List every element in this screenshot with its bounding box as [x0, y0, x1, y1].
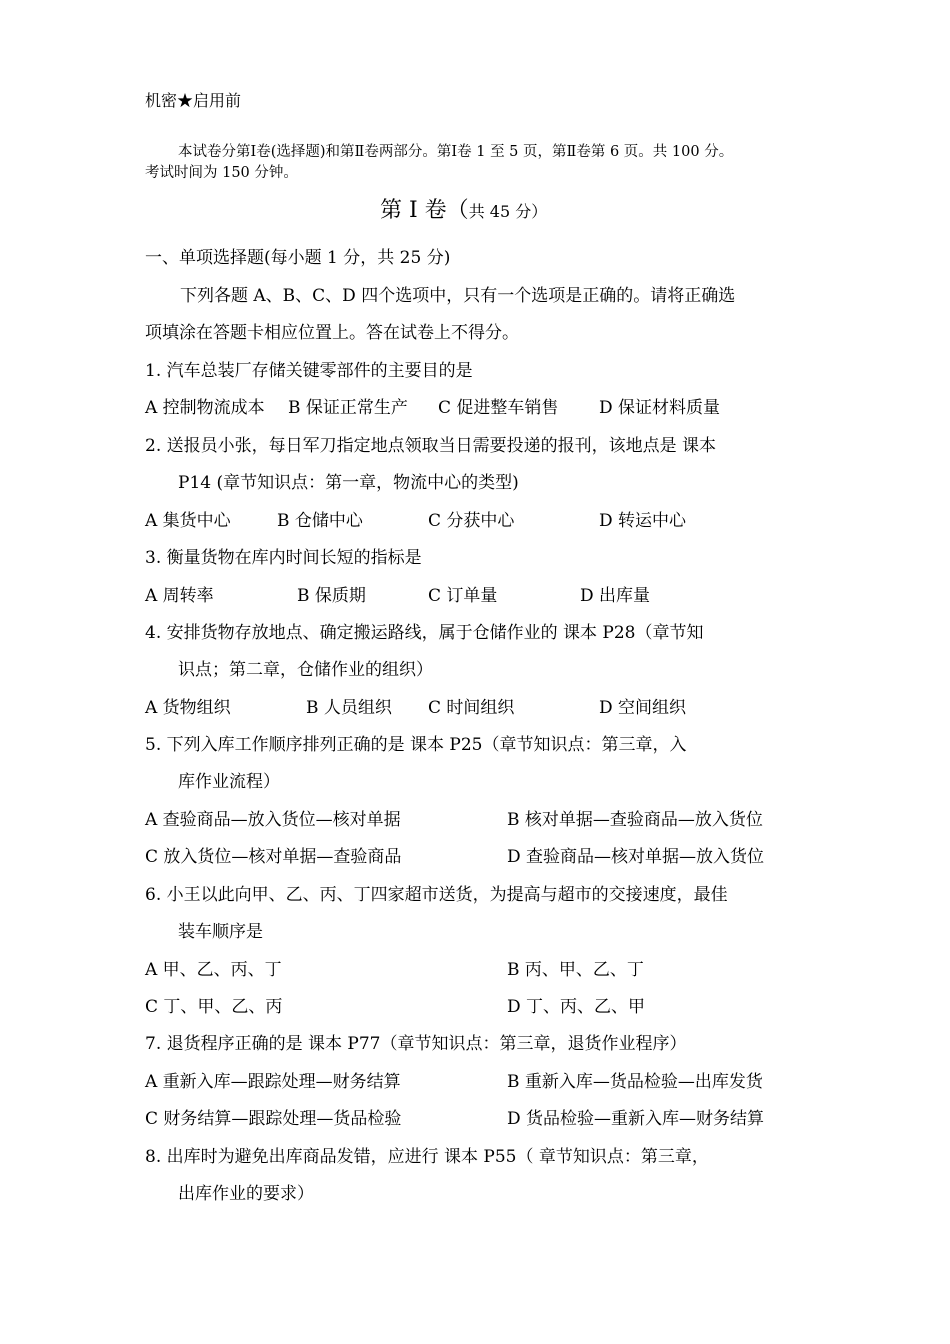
option-d: D 保证材料质量: [599, 398, 721, 418]
option-c: C 放入货位—核对单据—查验商品: [145, 847, 402, 867]
part-title-main: 第 I 卷（: [380, 198, 469, 223]
option-c: C 分获中心: [428, 511, 515, 531]
option-b: B 丙、甲、乙、丁: [507, 960, 644, 980]
option-d: D 空间组织: [599, 698, 687, 718]
question-stem-cont: 库作业流程）: [178, 772, 280, 792]
option-b: B 核对单据—查验商品—放入货位: [507, 810, 763, 830]
question-stem: 5. 下列入库工作顺序排列正确的是 课本 P25（章节知识点：第三章，入: [145, 735, 687, 755]
question-stem-cont: 出库作业的要求）: [178, 1184, 314, 1204]
option-c: C 财务结算—跟踪处理—货品检验: [145, 1109, 402, 1129]
option-b: B 保质期: [297, 586, 366, 606]
question-stem: 3. 衡量货物在库内时间长短的指标是: [145, 548, 422, 568]
option-b: B 人员组织: [306, 698, 392, 718]
question-stem: 6. 小王以此向甲、乙、丙、丁四家超市送货，为提高与超市的交接速度，最佳: [145, 885, 728, 905]
option-a: A 周转率: [145, 586, 214, 606]
option-c: C 促进整车销售: [438, 398, 559, 418]
option-d: D 货品检验—重新入库—财务结算: [507, 1109, 765, 1129]
option-d: D 丁、丙、乙、甲: [507, 997, 646, 1017]
option-c: C 订单量: [428, 586, 498, 606]
question-stem: 8. 出库时为避免出库商品发错，应进行 课本 P55（ 章节知识点：第三章，: [145, 1147, 709, 1167]
instruction-line-2: 项填涂在答题卡相应位置上。答在试卷上不得分。: [145, 323, 519, 343]
part-title: [380, 193, 547, 224]
option-d: D 查验商品—核对单据—放入货位: [507, 847, 765, 867]
question-stem: 7. 退货程序正确的是 课本 P77（章节知识点：第三章，退货作业程序）: [145, 1034, 687, 1054]
option-b: B 仓储中心: [277, 511, 363, 531]
option-c: C 时间组织: [428, 698, 515, 718]
section-heading: 一、单项选择题(每小题 1 分，共 25 分): [145, 248, 451, 268]
option-a: A 控制物流成本: [145, 398, 265, 418]
option-d: D 转运中心: [599, 511, 687, 531]
question-stem-cont: 识点；第二章，仓储作业的组织）: [178, 660, 433, 680]
option-a: A 查验商品—放入货位—核对单据: [145, 810, 401, 830]
instruction-line-1: 下列各题 A、B、C、D 四个选项中，只有一个选项是正确的。请将正确选: [180, 286, 736, 306]
question-stem: 4. 安排货物存放地点、确定搬运路线，属于仓储作业的 课本 P28（章节知: [145, 623, 704, 643]
option-b: B 保证正常生产: [288, 398, 408, 418]
question-stem: 1. 汽车总装厂存储关键零部件的主要目的是: [145, 361, 473, 381]
question-stem: 2. 送报员小张，每日军刀指定地点领取当日需要投递的报刊，该地点是 课本: [145, 436, 717, 456]
part-title-score: 共 45 分）: [468, 202, 548, 221]
intro-line-2: 考试时间为 150 分钟。: [145, 165, 298, 181]
option-d: D 出库量: [580, 586, 651, 606]
question-stem-cont: 装车顺序是: [178, 922, 263, 942]
confidential-mark: 机密★启用前: [145, 91, 242, 110]
option-b: B 重新入库—货品检验—出库发货: [507, 1072, 763, 1092]
option-c: C 丁、甲、乙、丙: [145, 997, 283, 1017]
question-stem-cont: P14 (章节知识点：第一章，物流中心的类型): [178, 473, 519, 493]
option-a: A 重新入库—跟踪处理—财务结算: [145, 1072, 401, 1092]
option-a: A 集货中心: [145, 511, 231, 531]
option-a: A 甲、乙、丙、丁: [145, 960, 282, 980]
option-a: A 货物组织: [145, 698, 231, 718]
intro-line-1: 本试卷分第Ⅰ卷(选择题)和第Ⅱ卷两部分。第Ⅰ卷 1 至 5 页，第Ⅱ卷第 6 页。共 100 分。: [178, 144, 734, 160]
